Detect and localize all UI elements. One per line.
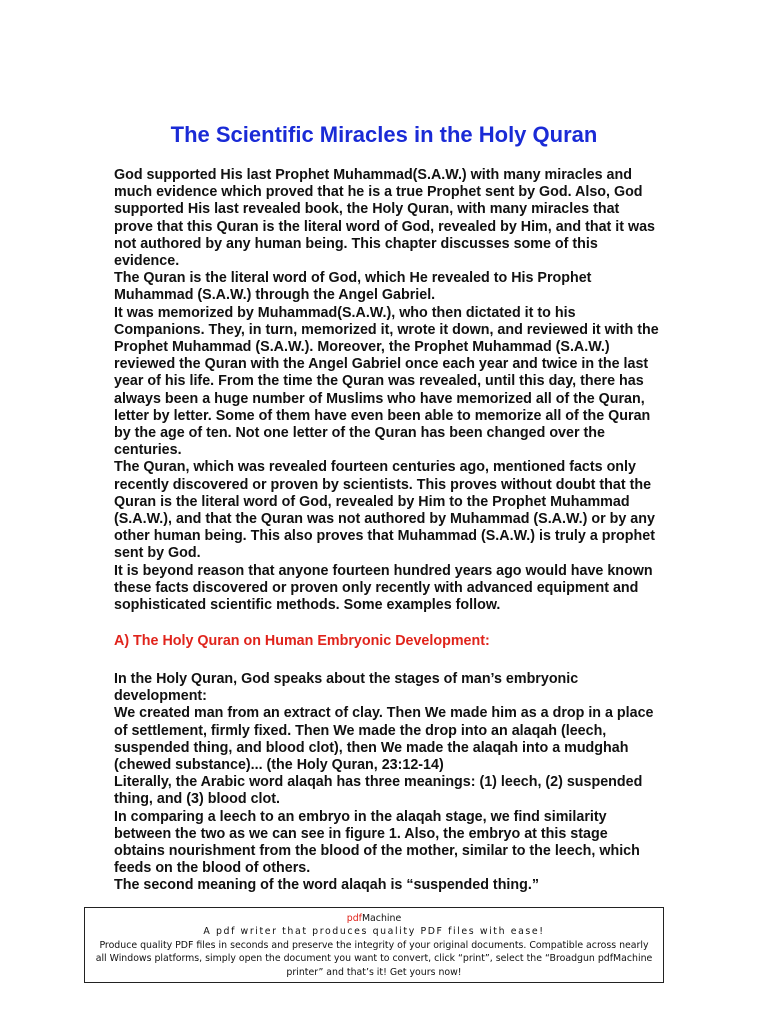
paragraph: The second meaning of the word alaqah is “suspended thing.” <box>114 877 539 894</box>
brand-suffix: Machine <box>361 913 402 924</box>
paragraph: It is beyond reason that anyone fourteen hundred years ago would have known these facts discovered or proven only recently with advanced equipment and sophisticated scientific methods. Some examples follow. <box>114 562 653 614</box>
paragraph: In the Holy Quran, God speaks about the stages of man’s embryonic development: <box>114 671 579 705</box>
paragraph: God supported His last Prophet Muhammad(S.A.W.) with many miracles and much evidence which proved that he is a true Prophet sent by God. Also, God supported His last revealed book, the Holy Quran, with many miracles that prove that this Quran is the literal word of God, revealed by Him, and that it was not authored by any human being. This chapter discusses some of this evidence. <box>114 167 655 270</box>
intro-text <box>114 167 662 614</box>
document-title: The Scientific Miracles in the Holy Quran <box>170 122 598 147</box>
footer-description: Produce quality PDF files in seconds and preserve the integrity of your original documents. Compatible across nearly all Windows platforms, simply open the document you want to convert, click “print”, select the “Broadgun pdfMachine printer” and that’s it! Get yours now! <box>95 939 653 978</box>
pdfmachine-footer <box>84 907 664 983</box>
footer-tagline: A pdf writer that produces quality PDF files with ease! <box>203 926 545 938</box>
paragraph: It was memorized by Muhammad(S.A.W.), who then dictated it to his Companions. They, in turn, memorized it, wrote it down, and reviewed it with the Prophet Muhammad (S.A.W.). Moreover, the Prophet Muhammad (S.A.W.) reviewed the Quran with the Angel Gabriel once each year and twice in the last year of his life. From the time the Quran was revealed, until this day, there has always been a huge number of Muslims who have memorized all of the Quran, letter by letter. Some of them have even been able to memorize all of the Quran by the age of ten. Not one letter of the Quran has been changed over the centuries. <box>114 304 659 459</box>
brand-prefix: pdf <box>346 913 362 924</box>
paragraph: Literally, the Arabic word alaqah has three meanings: (1) leech, (2) suspended thing, and (3) blood clot. <box>114 774 643 808</box>
section-text <box>114 671 654 895</box>
paragraph: The Quran is the literal word of God, which He revealed to His Prophet Muhammad (S.A.W.) through the Angel Gabriel. <box>114 270 592 304</box>
section-heading: A) The Holy Quran on Human Embryonic Development: <box>114 633 490 649</box>
footer-brand <box>85 912 663 925</box>
paragraph: In comparing a leech to an embryo in the alaqah stage, we find similarity between the two as we can see in figure 1. Also, the embryo at this stage obtains nourishment from the blood of the mother, similar to the leech, which feeds on the blood of others. <box>114 808 640 877</box>
paragraph: We created man from an extract of clay. Then We made him as a drop in a place of settlement, firmly fixed. Then We made the drop into an alaqah (leech, suspended thing, and blood clot), then We made the alaqah into a mudghah (chewed substance)... (the Holy Quran, 23:12-14) <box>114 705 654 774</box>
paragraph: The Quran, which was revealed fourteen centuries ago, mentioned facts only recently discovered or proven by scientists. This proves without doubt that the Quran is the literal word of God, revealed by Him to the Prophet Muhammad (S.A.W.), and that the Quran was not authored by Muhammad (S.A.W.) or by any other human being. This also proves that Muhammad (S.A.W.) is truly a prophet sent by God. <box>114 459 655 562</box>
